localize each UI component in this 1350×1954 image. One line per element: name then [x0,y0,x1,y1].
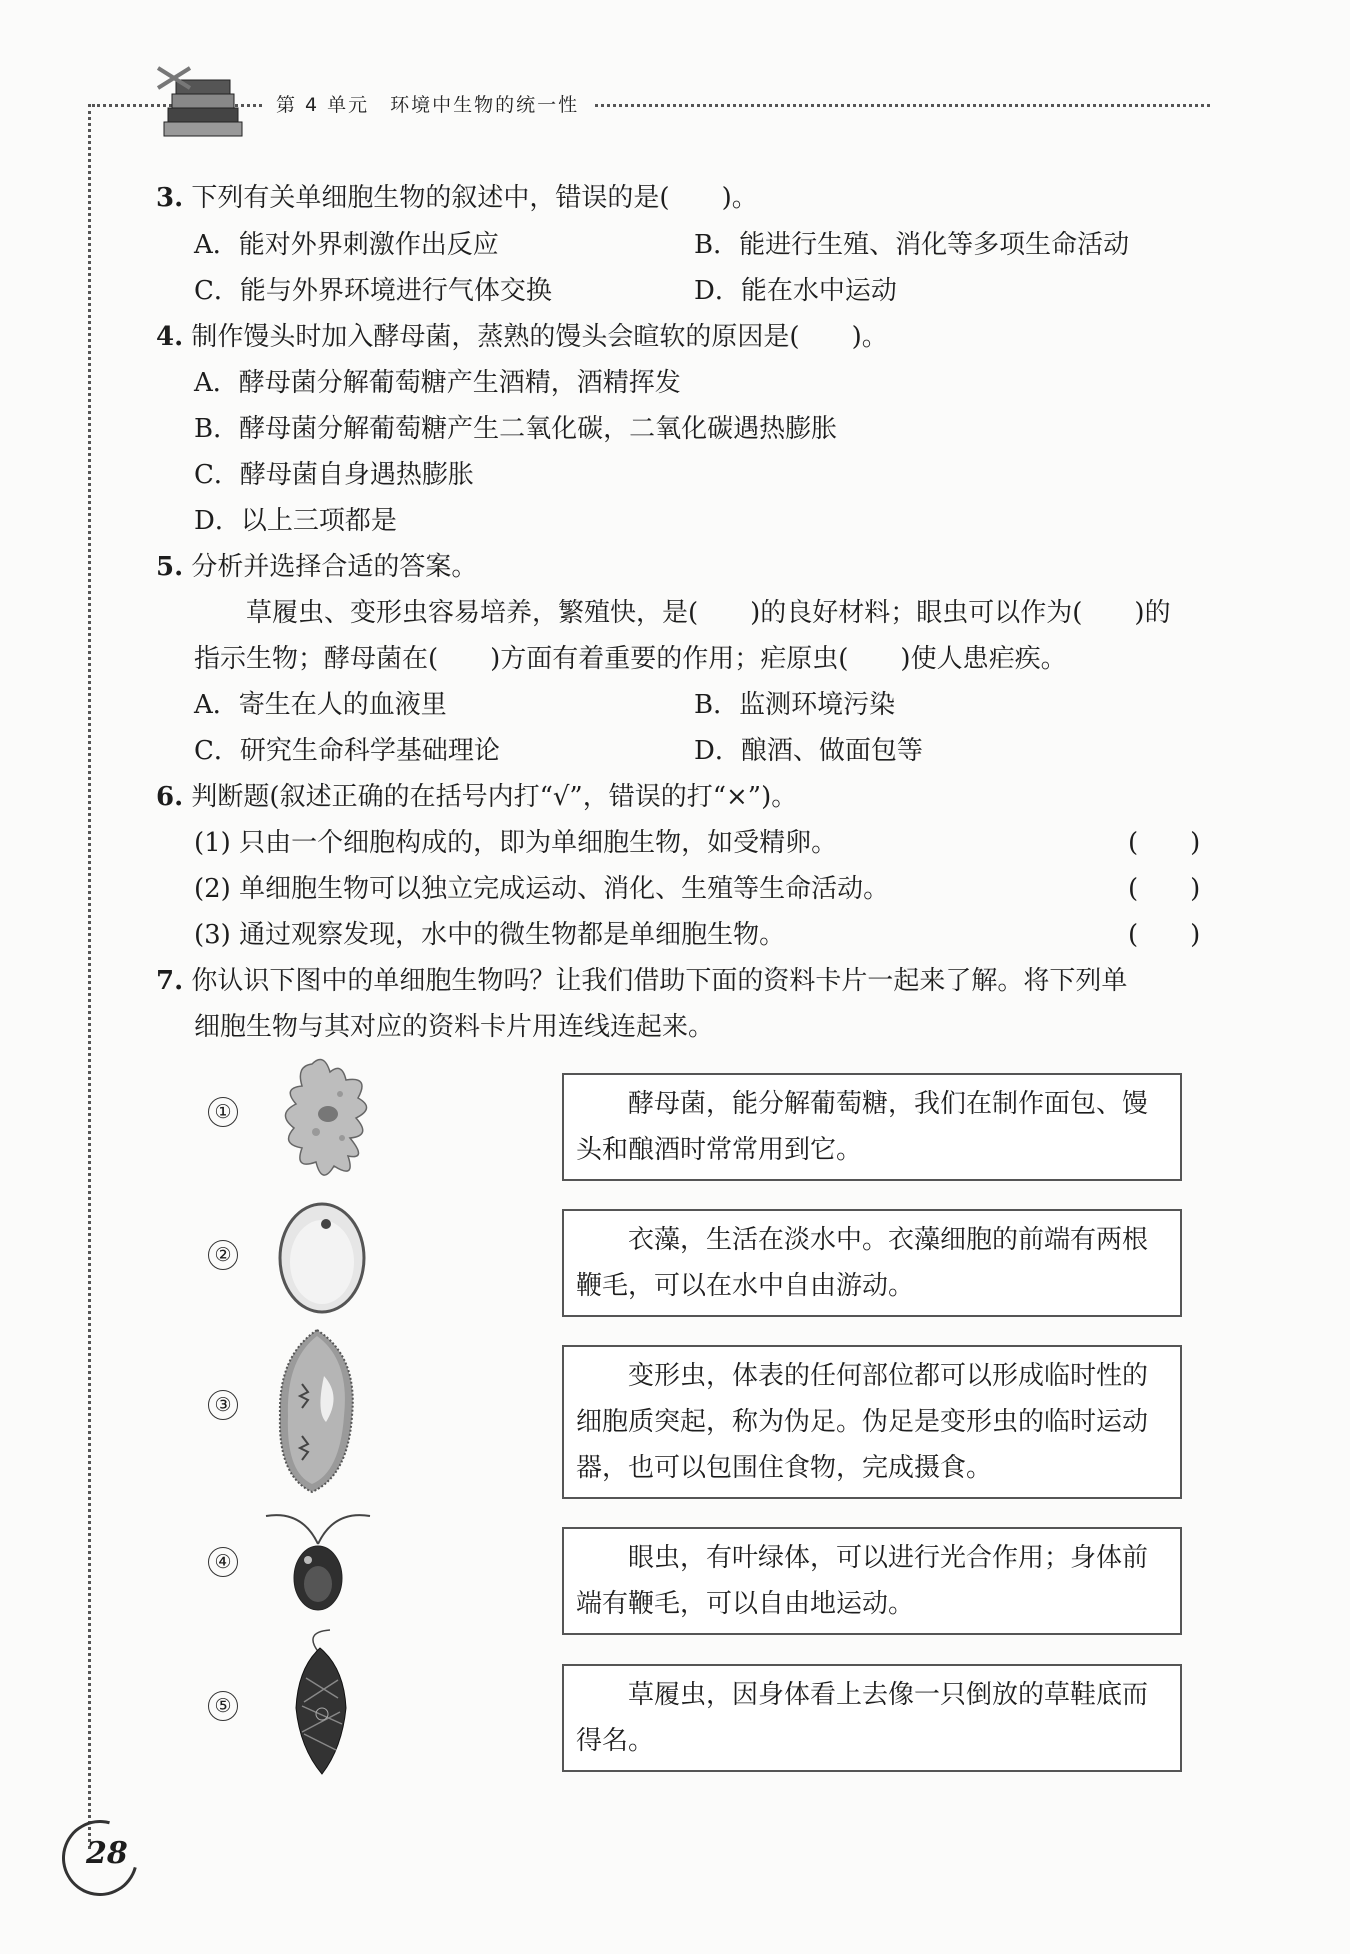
option-b: B．监测环境污染 [694,690,896,720]
info-card-1[interactable] [562,1073,1182,1181]
question-number: 4. [156,322,184,352]
question-stem: 判断题(叙述正确的在括号内打“√”，错误的打“×”)。 [191,782,798,812]
organism-number-2: ② [208,1240,238,1270]
option-b: B．能进行生殖、消化等多项生命活动 [694,230,1130,260]
q5-paragraph-line-1: 草履虫、变形虫容易培养，繁殖快，是( )的良好材料；眼虫可以作为( )的 [246,598,1171,628]
info-card-3[interactable] [562,1345,1182,1499]
organism-number-1: ① [208,1097,238,1127]
organism-number-5: ⑤ [208,1691,238,1721]
euglena-illustration [282,1628,362,1778]
option-d: D．能在水中运动 [694,276,897,306]
organism-number-3: ③ [208,1390,238,1420]
info-card-2[interactable] [562,1209,1182,1317]
question-7 [156,964,1127,998]
judgement-item-2: (2) 单细胞生物可以独立完成运动、消化、生殖等生命活动。 [194,874,890,904]
question-stem-line-2: 细胞生物与其对应的资料卡片用连线连起来。 [194,1012,715,1042]
option-a: A．能对外界刺激作出反应 [194,230,499,260]
judgement-item-3: (3) 通过观察发现，水中的微生物都是单细胞生物。 [194,920,786,950]
unit-title: 第 4 单元 环境中生物的统一性 [262,90,593,117]
option-c: C．研究生命科学基础理论 [194,736,500,766]
info-card-4[interactable] [562,1527,1182,1635]
judgement-item-1: (1) 只由一个细胞构成的，即为单细胞生物，如受精卵。 [194,828,838,858]
question-number: 3. [156,183,184,213]
question-stem: 制作馒头时加入酵母菌，蒸熟的馒头会暄软的原因是( )。 [191,322,888,352]
info-card-5[interactable] [562,1664,1182,1772]
info-card-text: 衣藻，生活在淡水中。衣藻细胞的前端有两根鞭毛，可以在水中自由游动。 [576,1225,1149,1301]
option-a: A．寄生在人的血液里 [194,690,447,720]
question-stem: 下列有关单细胞生物的叙述中，错误的是( )。 [191,183,758,213]
chlamydomonas-illustration [262,1504,374,1614]
margin-dotted-line [88,104,91,1849]
question-3 [156,181,758,215]
q5-paragraph-line-2: 指示生物；酵母菌在( )方面有着重要的作用；疟原虫( )使人患疟疾。 [194,644,1067,674]
question-6 [156,780,797,814]
info-card-text: 变形虫，体表的任何部位都可以形成临时性的细胞质突起，称为伪足。伪足是变形虫的临时运动器，也可以包围住食物，完成摄食。 [576,1361,1149,1483]
info-card-text: 眼虫，有叶绿体，可以进行光合作用；身体前端有鞭毛，可以自由地运动。 [576,1543,1149,1619]
option-c: C．能与外界环境进行气体交换 [194,276,552,306]
paramecium-illustration [272,1326,362,1496]
answer-bracket[interactable]: ( ) [1128,920,1201,950]
books-logo-icon [150,58,260,148]
question-number: 5. [156,552,184,582]
option-b: B．酵母菌分解葡萄糖产生二氧化碳，二氧化碳遇热膨胀 [194,414,838,444]
answer-bracket[interactable]: ( ) [1128,874,1201,904]
question-number: 6. [156,782,184,812]
option-d: D．以上三项都是 [194,506,397,536]
question-stem: 分析并选择合适的答案。 [191,552,478,582]
page-number: 28 [86,1836,128,1871]
yeast-illustration [272,1196,372,1316]
question-4 [156,320,888,354]
option-d: D．酿酒、做面包等 [694,736,923,766]
answer-bracket[interactable]: ( ) [1128,828,1201,858]
question-number: 7. [156,966,184,996]
organism-number-4: ④ [208,1547,238,1577]
option-c: C．酵母菌自身遇热膨胀 [194,460,474,490]
info-card-text: 草履虫，因身体看上去像一只倒放的草鞋底而得名。 [576,1680,1149,1756]
question-stem: 你认识下图中的单细胞生物吗？让我们借助下面的资料卡片一起来了解。将下列单 [191,966,1128,996]
info-card-text: 酵母菌，能分解葡萄糖，我们在制作面包、馒头和酿酒时常常用到它。 [576,1089,1149,1165]
amoeba-illustration [272,1052,382,1192]
question-5 [156,550,477,584]
option-a: A．酵母菌分解葡萄糖产生酒精，酒精挥发 [194,368,681,398]
